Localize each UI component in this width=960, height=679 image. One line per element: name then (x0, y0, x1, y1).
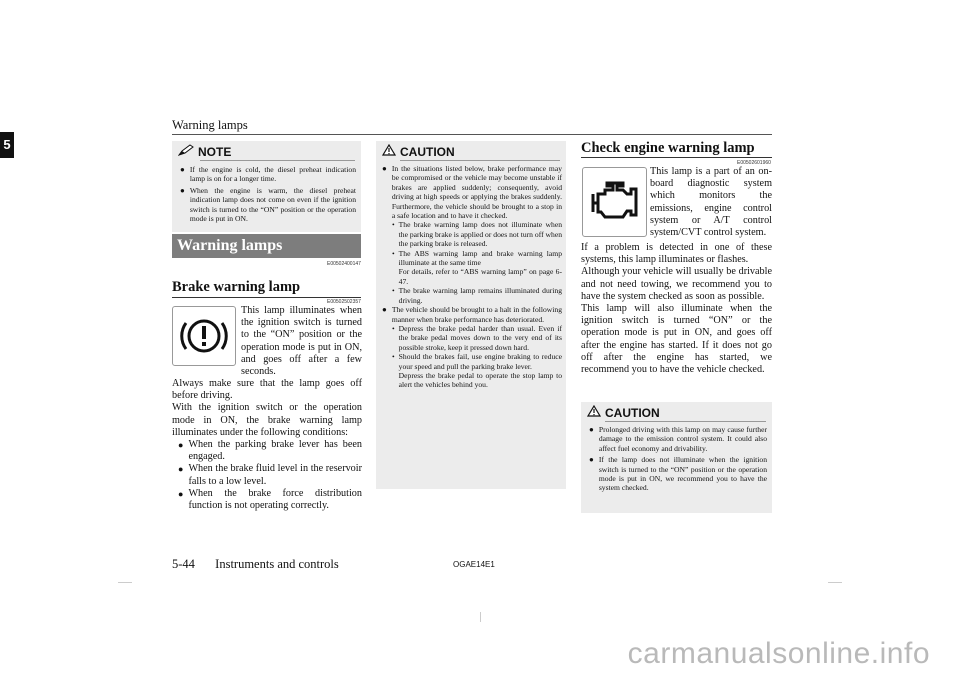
brake-conditions (172, 439, 362, 512)
sub-item: • Depress the brake pedal harder than usual. Even if the brake pedal moves down to the very end of its possible stroke, keep it pressed down hard. (392, 323, 562, 352)
caution-heading: CAUTION (605, 405, 660, 420)
chapter-tab: 5 (0, 132, 14, 158)
brake-title-rule (172, 297, 361, 298)
caution-box-1 (376, 141, 566, 489)
list-item: ● In the situations listed below, brake performance may be compromised or the vehicle may become unstable if brakes are applied suddenly; consequently, avoid driving at high speeds or applying the brakes suddenly. Furthermore, the vehicle should be brought to a stop in a safe location and to have it checked. (382, 164, 562, 221)
running-header: Warning lamps (172, 118, 248, 132)
brake-body (172, 378, 362, 512)
note-pen-icon (178, 144, 194, 159)
page-number: 5-44 (172, 557, 195, 571)
caution-heading-row (581, 402, 772, 420)
check-engine-title-rule (581, 157, 772, 158)
list-item: ● When the brake force distribution function is not operating correctly. (178, 487, 362, 512)
brake-title: Brake warning lamp (172, 279, 301, 295)
check-engine-body (581, 242, 772, 376)
brake-lamp-box (172, 306, 236, 366)
list-item: ● When the engine is warm, the diesel preheat indication lamp does not come on even if the ignition switch is turned to the “ON” position or the operation mode is put in ON. (180, 185, 356, 224)
watermark: carmanualsonline.info (627, 637, 930, 670)
footer-code: OGAE14E1 (453, 560, 495, 569)
caution-rule (605, 421, 766, 422)
list-item: ● The vehicle should be brought to a halt in the following manner when brake performance has deteriorated. (382, 305, 562, 324)
list-item: ● Prolonged driving with this lamp on may cause further damage to the emission control system. It could also affect fuel economy and drivability. (589, 425, 767, 453)
check-engine-lamp-box (582, 167, 647, 237)
note-heading-row (172, 141, 361, 159)
check-engine-icon (583, 168, 646, 236)
list-item: ● When the brake fluid level in the reservoir falls to a low level. (178, 463, 362, 487)
warning-triangle-icon (587, 405, 601, 420)
warning-triangle-icon (382, 144, 396, 159)
brake-intro: This lamp illuminates when the ignition switch is turned to the “ON” position or the operation mode is put in ON, and goes off after a few seconds. (241, 305, 362, 378)
sub-item: • Should the brakes fail, use engine braking to reduce your speed and pull the parking brake lever. Depress the brake pedal to operate the stop lamp to alert the vehicles behind you. (392, 352, 562, 390)
brake-para-1: Always make sure that the lamp goes off before driving. (172, 378, 362, 402)
check-engine-para: This lamp will also illuminate when the ignition switch is turned “ON” or the operation mode is put in ON, and goes off after the engine has started. If it does not go off after the engine has started, we recommend you to have the vehicle checked. (581, 303, 772, 376)
note-list (180, 165, 356, 225)
note-box (172, 141, 361, 232)
caution-rule (400, 160, 560, 161)
caution-heading: CAUTION (400, 144, 455, 159)
crop-mark (828, 582, 842, 583)
caution-list (589, 425, 767, 495)
note-heading: NOTE (198, 144, 232, 159)
sub-item: • The brake warning lamp does not illuminate when the parking brake is applied or does not turn off when the parking brake is released. (392, 220, 562, 249)
footer (172, 557, 339, 572)
list-item: ● If the lamp does not illuminate when the ignition switch is turned to the “ON” position or the operation mode is put in ON, we recommend you to have the system checked. (589, 455, 767, 493)
caution-heading-row (376, 141, 566, 159)
footer-section: Instruments and controls (215, 557, 339, 571)
section-banner: Warning lamps (172, 234, 361, 258)
list-item: ● When the parking brake lever has been engaged. (178, 439, 362, 463)
banner-code: E00502400147 (327, 261, 361, 267)
sub-item: • The ABS warning lamp and brake warning lamp illuminate at the same time For details, refer to “ABS warning lamp” on page 6-47. (392, 248, 562, 286)
note-rule (200, 160, 355, 161)
check-engine-code: E00502601960 (737, 160, 771, 166)
crop-mark (480, 612, 481, 622)
header-rule (172, 134, 772, 135)
sub-item: • The brake warning lamp remains illuminated during driving. (392, 286, 562, 305)
caution-list (382, 164, 562, 390)
check-engine-title: Check engine warning lamp (581, 140, 755, 156)
caution-box-2 (581, 402, 772, 513)
check-engine-para: Although your vehicle will usually be drivable and not need towing, we recommend you to have the system checked as soon as possible. (581, 266, 772, 302)
brake-warning-icon (173, 307, 235, 365)
list-item: ● If the engine is cold, the diesel preheat indication lamp is on for a longer time. (180, 165, 356, 184)
check-engine-intro: This lamp is a part of an on-board diagnostic system which monitors the emissions, engine control system or A/T control system/CVT control system. (650, 166, 772, 239)
brake-para-2: With the ignition switch or the operation mode in ON, the brake warning lamp illuminates under the following conditions: (172, 402, 362, 438)
crop-mark (118, 582, 132, 583)
check-engine-para: If a problem is detected in one of these systems, this lamp illuminates or flashes. (581, 242, 772, 266)
brake-code: E00502502357 (327, 299, 361, 305)
